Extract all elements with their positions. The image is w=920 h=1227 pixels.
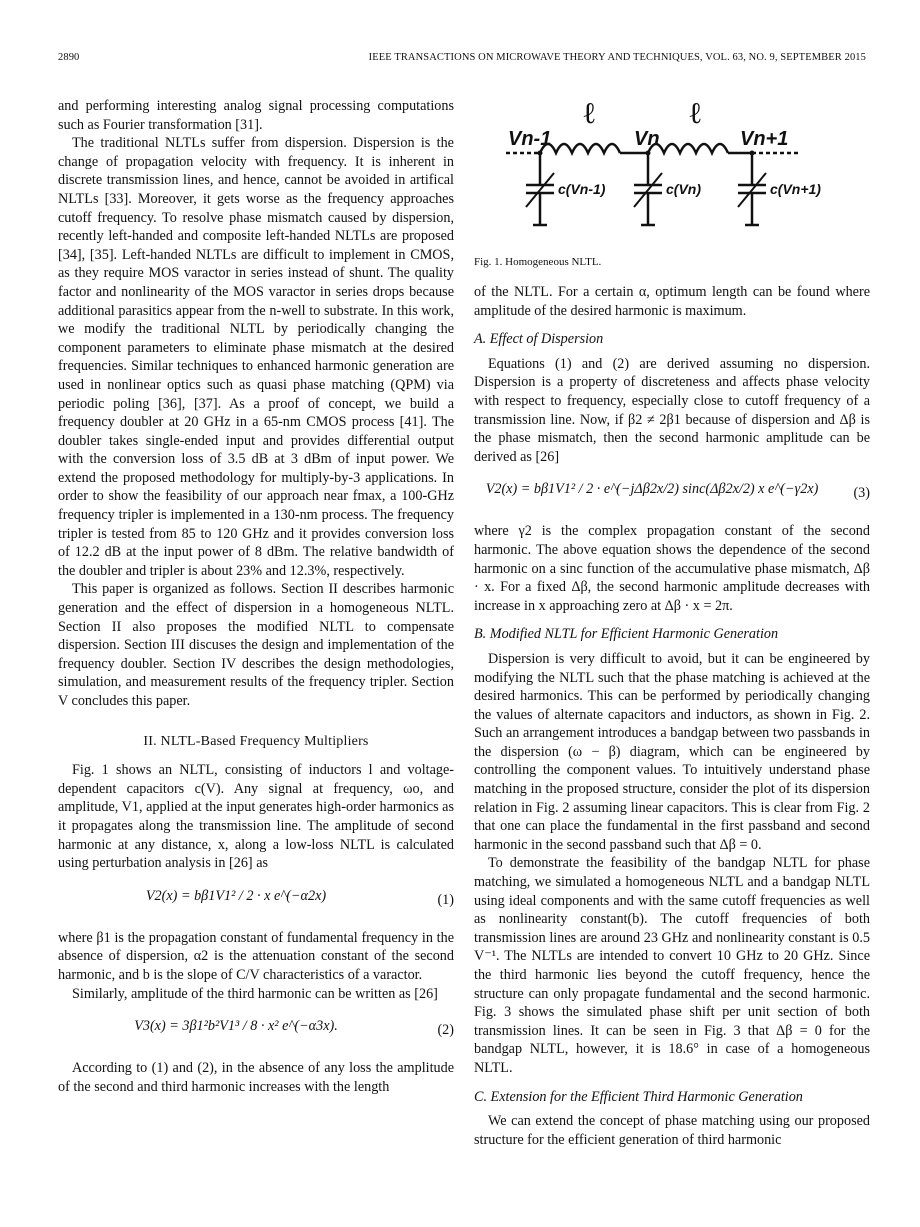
node-label-vn: Vn <box>634 128 660 150</box>
paragraph: According to (1) and (2), in the absence of any loss the amplitude of the second and third harmonic increases with the length <box>58 1060 454 1095</box>
inductor-label-2: ℓ <box>688 96 703 131</box>
paragraph: To demonstrate the feasibility of the bandgap NLTL for phase matching, we simulated a homogeneous NLTL and a bandgap NLTL using ideal components and with the same cutoff frequencies as well as nonlinearity constant(b). The cutoff frequencies of both transmission lines are around 23 GHz and nonlinearity constant is 0.5 V⁻¹. The NLTLs are intended to convert 10 GHz to 20 GHz. Since the third harmonic lies beyond the cutoff frequency, hence the structure can only propagate fundamental and the second harmonic. Fig. 3 shows the simulated phase shift per unit section of both transmission lines. It can be seen in Fig. 3 that Δβ = 0 for the bandgap NLTL, however, it is 18.6° in case of a homogeneous NLTL. <box>474 855 870 1076</box>
capacitor-label-1: c(Vn-1) <box>558 181 606 197</box>
equation-body: V2(x) = bβ1V1² / 2 · x e^(−α2x) <box>145 887 327 904</box>
equation-number: (3) <box>853 485 870 502</box>
subsection-heading: A. Effect of Dispersion <box>474 331 604 348</box>
node-label-vn-1: Vn-1 <box>508 128 552 150</box>
paragraph: We can extend the concept of phase matching using our proposed structure for the efficient generation of third harmonic <box>474 1113 870 1148</box>
equation-2 <box>58 1009 454 1053</box>
journal-title: IEEE TRANSACTIONS ON MICROWAVE THEORY AND TECHNIQUES, VOL. 63, NO. 9, SEPTEMBER 2015 <box>368 52 866 63</box>
capacitor-label-2: c(Vn) <box>666 181 701 197</box>
equation-body: V3(x) = 3β1²b²V1³ / 8 · x² e^(−α3x). <box>134 1018 338 1035</box>
inductor-2 <box>648 144 728 153</box>
paragraph: of the NLTL. For a certain α, optimum length can be found where amplitude of the desired harmonic is maximum. <box>474 284 870 319</box>
equation-number: (2) <box>437 1022 454 1039</box>
paragraph: Equations (1) and (2) are derived assuming no dispersion. Dispersion is a property of discreteness and affects phase velocity with respect to frequency, especially close to cutoff frequency of a transmission line. Now, if β2 ≠ 2β1 because of dispersion and Δβ is the phase mismatch, then the second harmonic amplitude can be derived as [26] <box>474 355 870 465</box>
paragraph: Similarly, amplitude of the third harmonic can be written as [26] <box>72 985 438 1002</box>
equation-number: (1) <box>437 891 454 908</box>
paragraph: where β1 is the propagation constant of fundamental frequency in the absence of dispersion, α2 is the attenuation constant of the second harmonic, and b is the slope of C/V characteristics of a varactor. <box>58 929 454 983</box>
paragraph: The traditional NLTLs suffer from dispersion. Dispersion is the change of propagation velocity with frequency. It is inherent in discrete transmission lines, and hence, cannot be avoided in artifical NLTLs [33]. Moreover, it gets worse as the frequency approaches cutoff frequency. To resolve phase mismatch caused by dispersion, recently left-handed and composite left-handed NLTLs are proposed [34], [35]. Left-handed NLTLs are difficult to implement in CMOS, as they require MOS varactor in series instead of shunt. The quality factor and nonlinearity of the MOS varactor in series drops because additional parasitics appear from the n-well to substrate. In this work, we modify the traditional NLTL by periodically changing the component parameters to eliminate phase mismatch at the desired frequencies. Similar techniques to enhanced harmonic generation are used in nonlinear optics such as quasi phase matching (QPM) via periodic poling [36], [37]. As a proof of concept, we build a frequency doubler at 20 GHz in a 65-nm CMOS process [41]. The doubler takes single-ended input and provides differential output with the conversion loss of 3.5 dB at 3 dBm of input power. We extend the proposed methodology for multiply-by-3 applications. In order to show the feasibility of our approach near fmax, a 100-GHz frequency tripler is implemented in a 130-nm process. The frequency tripler is tested from 85 to 120 GHz and it provides conversion loss of 12.2 dB at the input power of 8 dBm. The relative bandwidth of the doubler and tripler is about 23% and 12.3%, respectively. <box>58 135 454 579</box>
paragraph: where γ2 is the complex propagation constant of the second harmonic. The above equation shows the dependence of the second harmonic on a sinc function of the accumulative phase mismatch, Δβ · x. For a fixed Δβ, the second harmonic amplitude decreases with increase in x approaching zero at Δβ · x = 2π. <box>474 523 870 614</box>
node-label-vn+1: Vn+1 <box>740 128 789 150</box>
page-number: 2890 <box>58 52 80 63</box>
subsection-heading: B. Modified NLTL for Efficient Harmonic Generation <box>474 626 779 643</box>
paragraph: Dispersion is very difficult to avoid, but it can be engineered by modifying the NLTL such that the phase matching is achieved at the desired harmonics. This can be performed by periodically changing the values of alternate capacitors and inductors, as shown in Fig. 2. Such an arrangement introduces a bandgap between two passbands in the dispersion (ω − β) diagram, which can be engineered by controlling the component values. To intuitively understand phase matching in the proposed structure, consider the plot of its dispersion relation in Fig. 2 assuming linear capacitors. This is clear from Fig. 2 that one can place the fundamental in the first passband and second harmonic in the second passband such that Δβ = 0. <box>474 650 870 853</box>
paragraph: and performing interesting analog signal processing computations such as Fourier transformation [31]. <box>58 98 454 133</box>
right-column <box>474 283 870 1149</box>
paragraph: Fig. 1 shows an NLTL, consisting of inductors l and voltage-dependent capacitors c(V). Any signal at frequency, ωo, and amplitude, V1, applied at the input generates high-order harmonics as it propagates along the transmission line. The amplitude of second harmonic at any distance, x, along a low-loss NLTL is calculated using perturbation analysis in [26] as <box>58 762 454 872</box>
left-column <box>58 97 454 1096</box>
figure-caption: Fig. 1. Homogeneous NLTL. <box>474 256 602 268</box>
capacitor-label-3: c(Vn+1) <box>770 181 821 197</box>
equation-1 <box>58 879 454 923</box>
paragraph: This paper is organized as follows. Section II describes harmonic generation and the effect of dispersion in a homogeneous NLTL. Section II also proposes the modified NLTL to compensate dispersion. Section III discuses the design and implementation of the frequency doubler. Section IV describes the design methodologies, simulation, and measurement results of the frequency tripler. Section V concludes this paper. <box>58 581 454 709</box>
figure-1-nltl-schematic <box>500 95 830 255</box>
section-heading: II. NLTL-Based Frequency Multipliers <box>143 733 369 749</box>
equation-body: V2(x) = bβ1V1² / 2 · e^(−jΔβ2x/2) sinc(Δβ2x/2) x e^(−γ2x) <box>485 481 819 498</box>
inductor-1 <box>540 144 620 153</box>
inductor-label-1: ℓ <box>582 96 597 131</box>
subsection-heading: C. Extension for the Efficient Third Harmonic Generation <box>474 1088 803 1105</box>
equation-3 <box>474 472 870 516</box>
